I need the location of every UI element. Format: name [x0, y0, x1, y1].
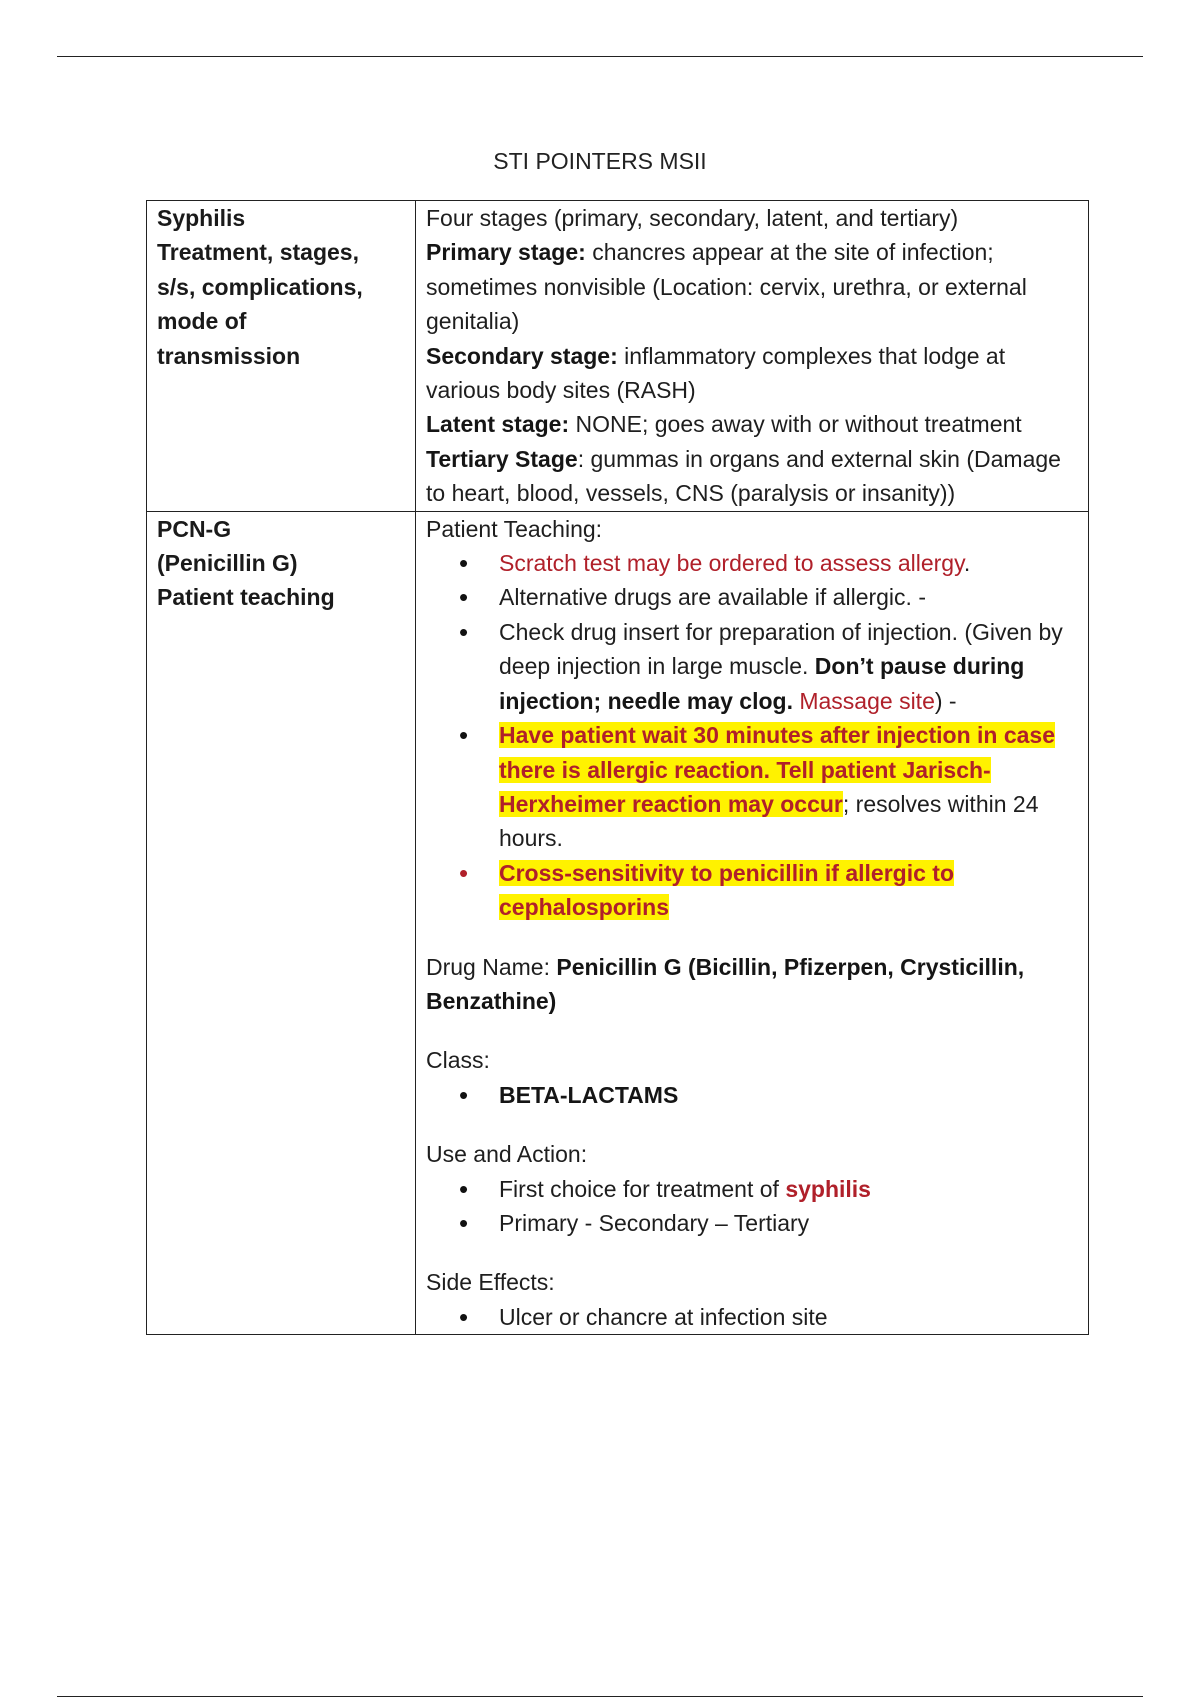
stages-intro: Four stages (primary, secondary, latent, and tertiary) — [426, 205, 959, 231]
primary-stage — [426, 235, 1079, 338]
spacer — [426, 1240, 1079, 1265]
content-cell-syphilis — [416, 201, 1089, 512]
pointers-table — [146, 200, 1089, 1335]
topic-line: PCN-G — [157, 515, 232, 542]
content-cell-pcn-g — [416, 511, 1089, 1335]
topic-line: Patient teaching — [157, 584, 335, 611]
bottom-rule — [57, 1696, 1143, 1697]
latent-stage-text: NONE; goes away with or without treatment — [569, 411, 1022, 438]
syphilis-term: syphilis — [785, 1175, 871, 1202]
scratch-test-text: Scratch test may be ordered to assess allergy — [499, 550, 964, 577]
alternative-drugs-text: Alternative drugs are available if allergic. - — [499, 584, 926, 611]
massage-site-text: Massage site — [792, 687, 935, 714]
resolves-text: ; resolves within 24 hours. — [499, 790, 1039, 852]
list-item-end: . — [963, 550, 971, 577]
wait-30-minutes-text: Have patient wait 30 minutes after injection in case there is allergic reaction. Tell patient Jarisch-Herxheimer reaction may occur — [499, 722, 1056, 817]
topic-line: (Penicillin G) — [157, 550, 298, 577]
class-list — [426, 1078, 1079, 1112]
topic-cell-pcn-g — [147, 511, 416, 1335]
drug-name — [426, 950, 1079, 1019]
list-item — [426, 1206, 1079, 1240]
spacer — [426, 1112, 1079, 1137]
top-rule — [57, 56, 1143, 57]
topic-line: mode of — [157, 308, 247, 335]
list-item — [426, 580, 1079, 614]
spacer — [426, 1018, 1079, 1043]
first-choice-text: First choice for treatment of — [499, 1175, 786, 1202]
secondary-stage — [426, 339, 1079, 408]
list-item — [426, 718, 1079, 856]
topic-line: s/s, complications, — [157, 273, 363, 300]
topic-line: Treatment, stages, — [157, 239, 359, 266]
teaching-list — [426, 546, 1079, 924]
list-item — [426, 856, 1079, 925]
list-item — [426, 1172, 1079, 1206]
tertiary-stage-label: Tertiary Stage — [426, 445, 578, 472]
use-action-label: Use and Action: — [426, 1141, 588, 1168]
side-effects-label: Side Effects: — [426, 1269, 555, 1296]
list-item — [426, 546, 1079, 580]
primary-stage-text: chancres appear at the site of infection; sometimes nonvisible (Location: cervix, urethra, or external genitalia) — [426, 239, 1027, 335]
stages-text: Primary - Secondary – Tertiary — [499, 1209, 810, 1236]
list-item — [426, 1078, 1079, 1112]
class-item: BETA-LACTAMS — [499, 1081, 679, 1108]
list-item-end: ) - — [934, 687, 957, 714]
list-item — [426, 615, 1079, 718]
tertiary-stage-text: : gummas in organs and external skin (Damage to heart, blood, vessels, CNS (paralysis or insanity)) — [426, 445, 1061, 507]
topic-cell-syphilis — [147, 201, 416, 512]
dont-pause-text: Don’t pause during injection; needle may clog. — [499, 653, 1025, 714]
use-action-list — [426, 1172, 1079, 1241]
table-row-syphilis — [147, 201, 1089, 512]
drug-insert-text: Check drug insert for preparation of injection. (Given by deep injection in large muscle. — [499, 618, 1063, 680]
teaching-heading: Patient Teaching: — [426, 515, 603, 542]
list-item — [426, 1300, 1079, 1334]
spacer — [426, 925, 1079, 950]
secondary-stage-text: inflammatory complexes that lodge at various body sites (RASH) — [426, 342, 1006, 404]
class-label: Class: — [426, 1047, 490, 1074]
latent-stage — [426, 407, 1079, 441]
topic-line: Syphilis — [157, 205, 246, 231]
topic-line: transmission — [157, 342, 301, 369]
secondary-stage-label: Secondary stage: — [426, 342, 618, 369]
drug-name-label: Drug Name: — [426, 953, 557, 980]
tertiary-stage — [426, 442, 1079, 511]
latent-stage-label: Latent stage: — [426, 411, 570, 438]
side-effects-list — [426, 1300, 1079, 1334]
drug-name-value: Penicillin G (Bicillin, Pfizerpen, Crysticillin, Benzathine) — [426, 953, 1025, 1014]
side-effect-text: Ulcer or chancre at infection site — [499, 1303, 828, 1330]
document-title: STI POINTERS MSII — [493, 148, 707, 174]
primary-stage-label: Primary stage: — [426, 239, 586, 266]
table-row-pcn-g — [147, 511, 1089, 1335]
cross-sensitivity-text: Cross-sensitivity to penicillin if allergic to cephalosporins — [499, 859, 954, 921]
